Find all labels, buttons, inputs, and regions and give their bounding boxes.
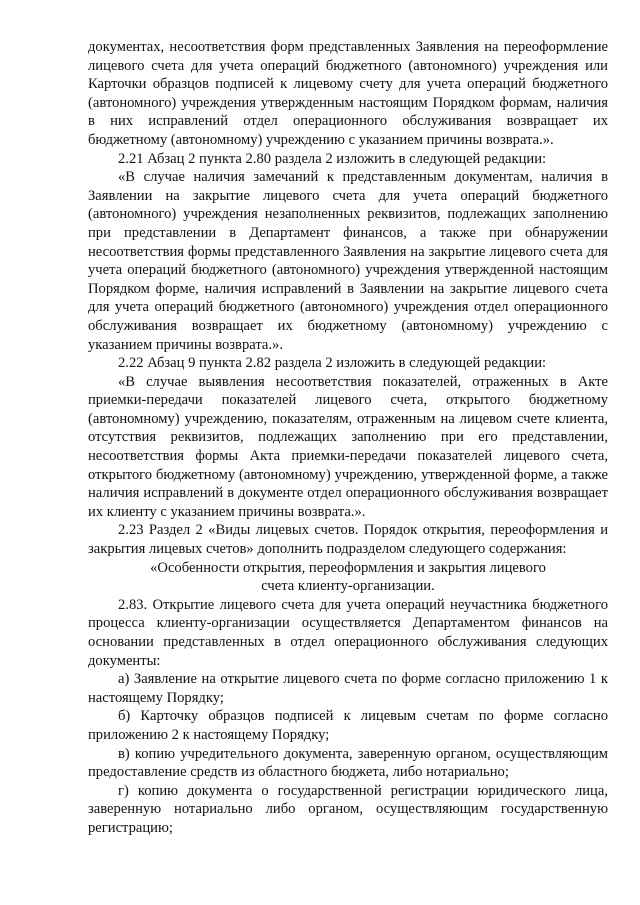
list-item-b: б) Карточку образцов подписей к лицевым счетам по форме согласно приложению 2 к настоящему Порядку; [88,708,608,743]
paragraph-2-23: 2.23 Раздел 2 «Виды лицевых счетов. Порядок открытия, переоформления и закрытия лицевых счетов» дополнить подразделом следующего содержания: [88,522,608,558]
paragraph-2-83: 2.83. Открытие лицевого счета для учета операций неучастника бюджетного процесса клиенту-организации осуществляется Департаментом финансов на основании представленных в отдел операционного обслуживания следующих документы: [88,596,608,669]
list-item-a: а) Заявление на открытие лицевого счета по форме согласно приложению 1 к настоящему Порядку; [88,671,608,706]
list-item-v: в) копию учредительного документа, заверенную органом, осуществляющим предоставление средств из областного бюджета, либо нотариально; [88,745,608,781]
paragraph-2-21-quote: «В случае наличия замечаний к представленным документам, наличия в Заявлении на закрытие лицевого счета для учета операций бюджетного (автономного) учреждения незаполненных реквизитов, подлежащих заполнению при представлении в Департамент финансов, а также при обнаружении несоответствия формы представленного Заявления на закрытие лицевого счета для учета операций бюджетного (автономного) учреждения утвержденной настоящим Порядком форме, наличия исправлений в Заявлении на закрытие лицевого счета для учета операций бюджетного (автономного) учреждения отдел операционного обслуживания возвращает их бюджетному (автономному) учреждению с указанием причины возврата.». [88,169,608,353]
list-item-g: г) копию документа о государственной регистрации юридического лица, заверенную нотариально либо органом, осуществляющим государственную регистрацию; [88,782,608,836]
paragraph-return-reasons: документах, несоответствия форм представленных Заявления на переоформление лицевого счета для учета операций бюджетного (автономного) учреждения или Карточки образцов подписей к лицевому счету для учета операций бюджетного (автономного) учреждения утвержденным настоящим Порядком формам, наличия в них исправлений отдел операционного обслуживания возвращает их бюджетному (автономному) учреждению с указанием причины возврата.». [88,39,608,148]
paragraph-2-21: 2.21 Абзац 2 пункта 2.80 раздела 2 изложить в следующей редакции: [118,150,547,167]
document-page [88,38,608,838]
subsection-heading: «Особенности открытия, переоформления и закрытия лицевого счета клиенту-организации. [150,559,546,595]
paragraph-2-22: 2.22 Абзац 9 пункта 2.82 раздела 2 изложить в следующей редакции: [118,355,547,372]
paragraph-2-22-quote: «В случае выявления несоответствия показателей, отраженных в Акте приемки-передачи показателей лицевого счета, открытого бюджетному (автономному) учреждению, показателям, отраженным на лицевом счете клиента, отсутствия реквизитов, подлежащих заполнению при его представлении, несоответствия формы Акта приемки-передачи показателей лицевого счета, открытого бюджетному (автономному) учреждению, утвержденной форме, а также наличия исправлений в документе отдел операционного обслуживания возвращает их клиенту с указанием причины возврата.». [88,373,608,520]
